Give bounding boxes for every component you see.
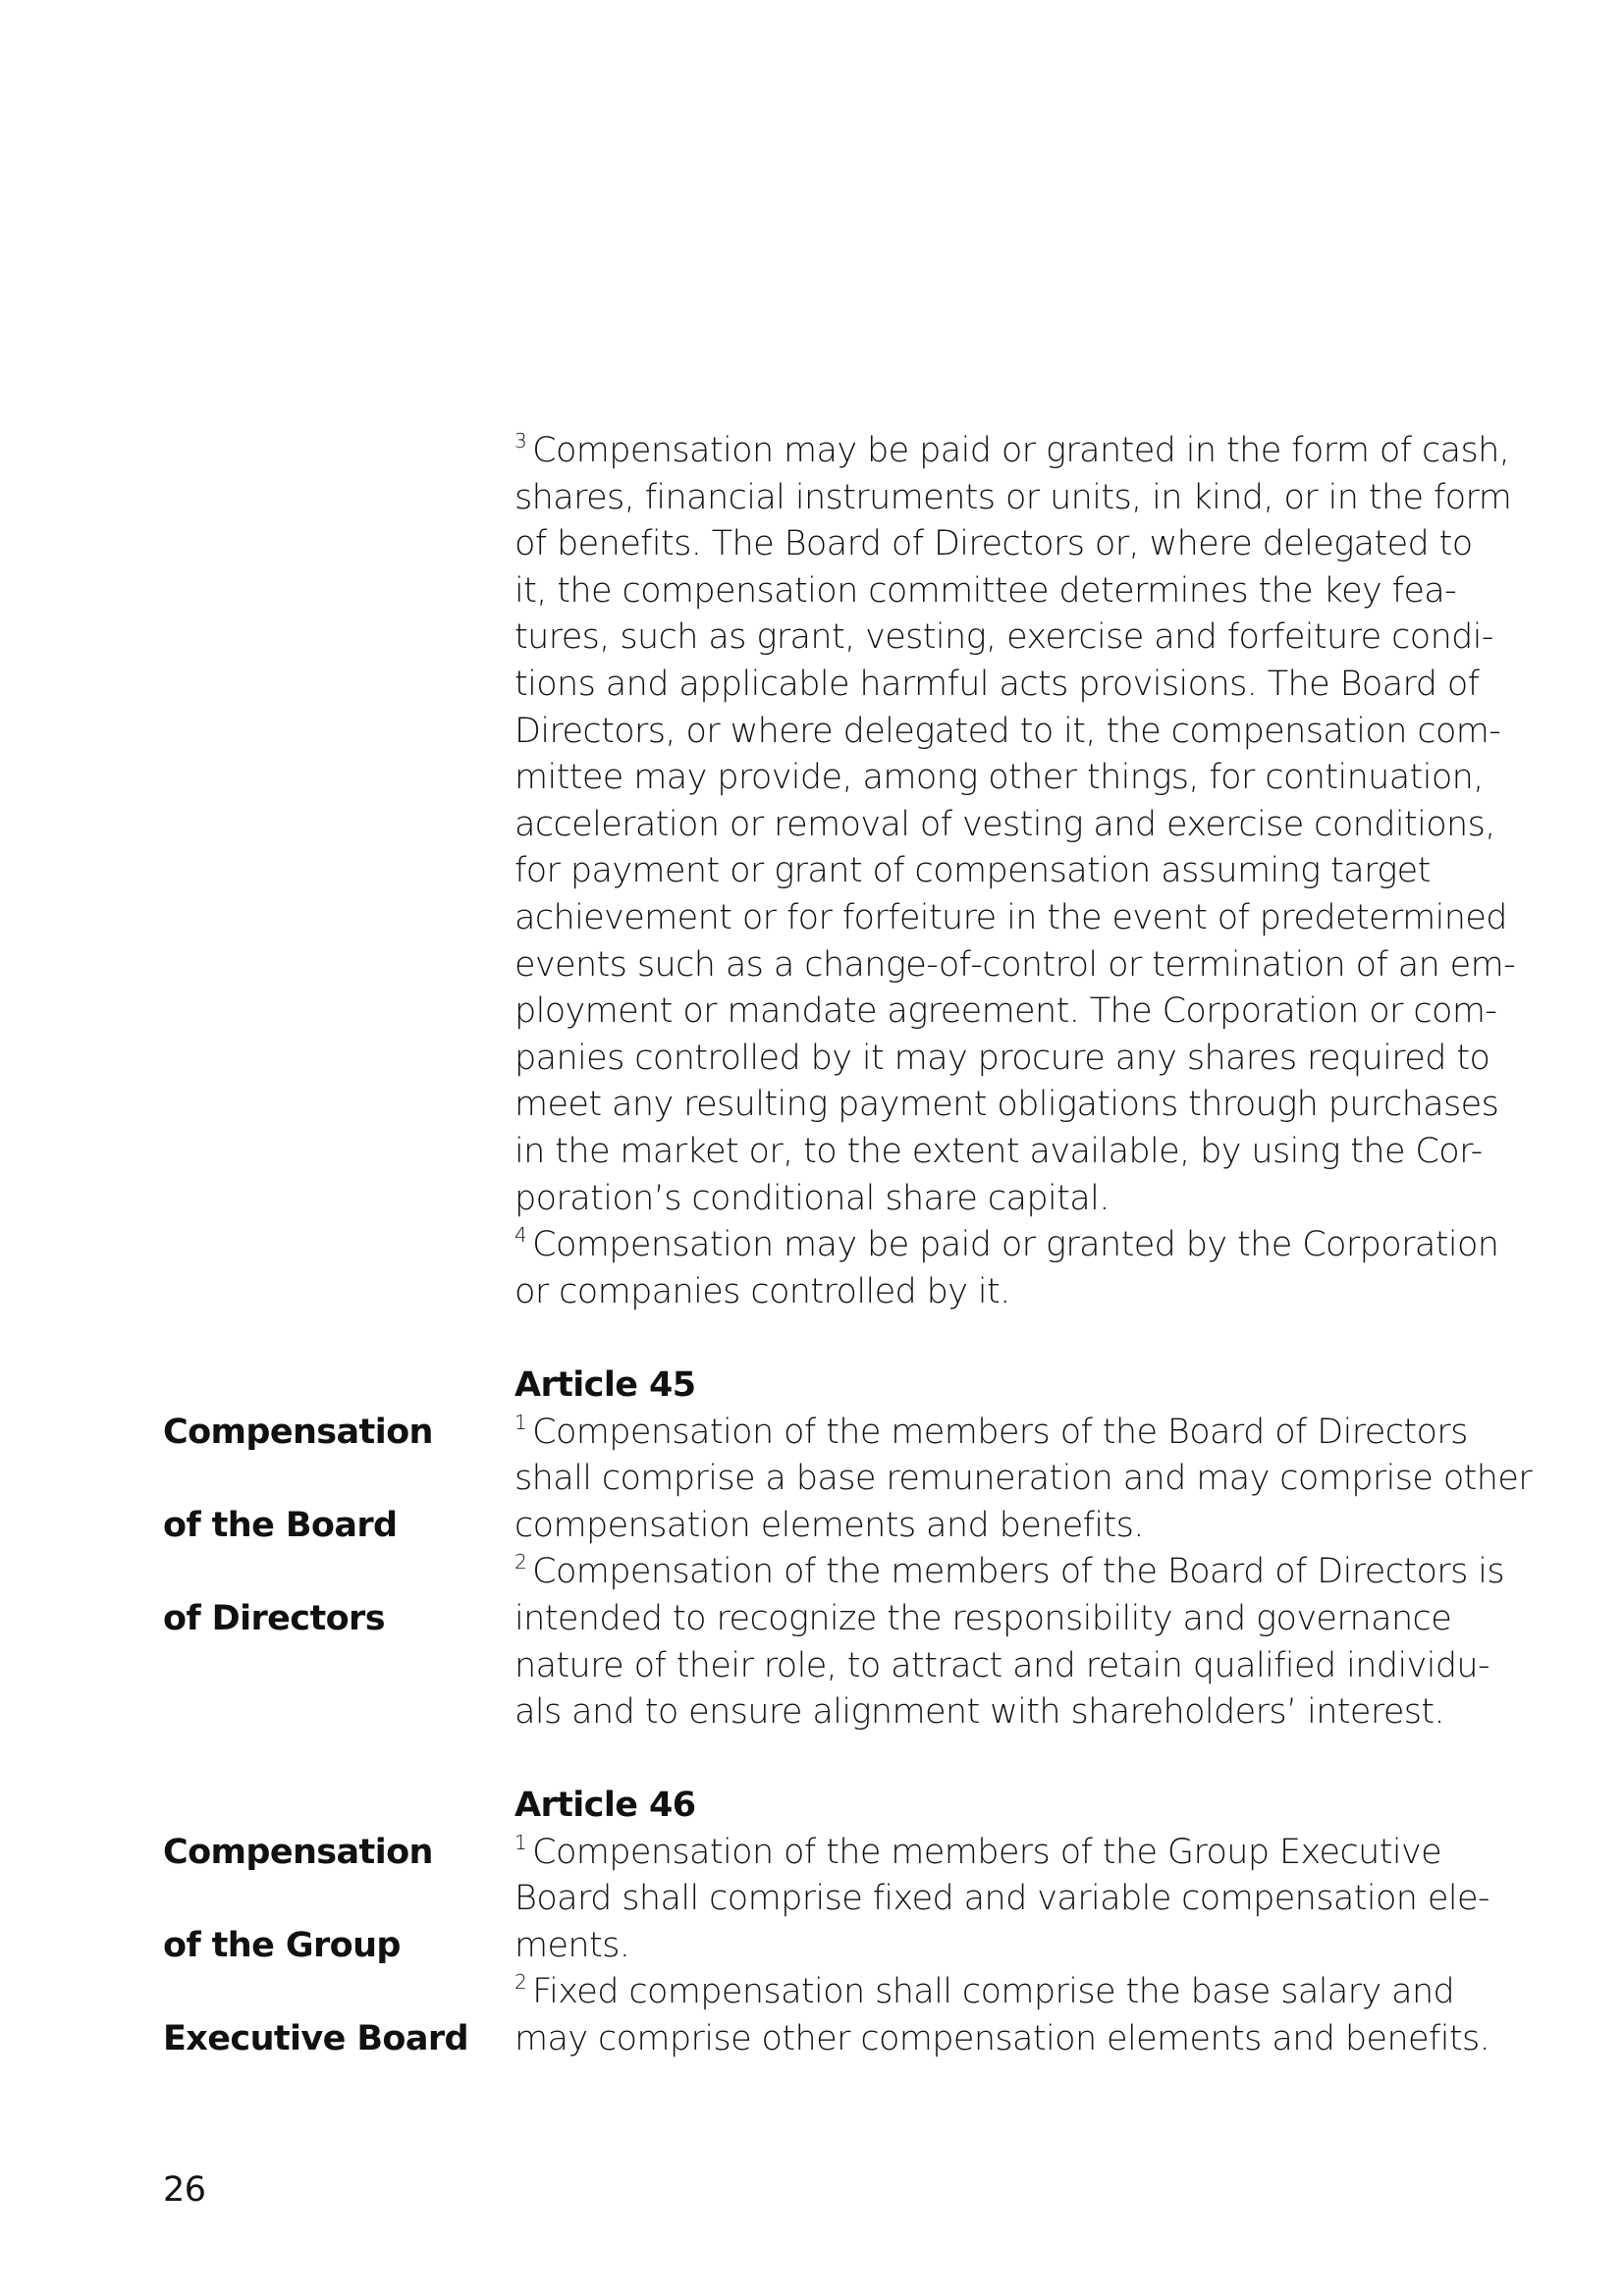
- article-45-para-1-line-1: $^1$ Compensation of the members of the Board of Directors: [514, 1410, 1468, 1452]
- paragraph-3-line: it, the compensation committee determines the key fea-: [514, 570, 1457, 611]
- paragraph-3-line: panies controlled by it may procure any shares required to: [514, 1038, 1490, 1078]
- side-title-line: of Directors: [163, 1599, 385, 1639]
- article-46-para-2-line-1: $^2$ Fixed compensation shall comprise the base salary and: [514, 1970, 1455, 2012]
- article-45-para-2-line: als and to ensure alignment with shareholders’ interest.: [514, 1692, 1445, 1733]
- side-title-line: Compensation: [163, 1413, 433, 1452]
- paragraph-3-line: in the market or, to the extent available, by using the Cor-: [514, 1131, 1483, 1171]
- paragraph-4-line: or companies controlled by it.: [514, 1271, 1010, 1311]
- side-title-line: Executive Board: [163, 2019, 469, 2059]
- paragraph-3-line: of benefits. The Board of Directors or, where delegated to: [514, 524, 1473, 564]
- side-title-line: of the Group: [163, 1926, 401, 1966]
- page-number: 26: [163, 2170, 206, 2210]
- paragraph-marker: 2: [514, 1970, 527, 1995]
- paragraph-3-line: Directors, or where delegated to it, the compensation com-: [514, 711, 1501, 751]
- paragraph-marker: 1: [514, 1410, 527, 1434]
- continuation-block: [514, 428, 1516, 1315]
- article-45: [514, 1362, 1533, 1736]
- paragraph-3-line: shares, financial instruments or units, in kind, or in the form: [514, 477, 1512, 517]
- paragraph-marker: 1: [514, 1830, 527, 1854]
- paragraph-3-line: ployment or mandate agreement. The Corporation or com-: [514, 991, 1497, 1032]
- side-title-line: Compensation: [163, 1833, 433, 1872]
- side-title-line: of the Board: [163, 1506, 398, 1546]
- article-45-para-2-line: intended to recognize the responsibility and governance: [514, 1598, 1452, 1638]
- paragraph-4-line-1: $^4$ Compensation may be paid or granted by the Corporation: [514, 1223, 1499, 1265]
- paragraph-3-line: for payment or grant of compensation assuming target: [514, 851, 1431, 891]
- article-heading: Article 45: [514, 1365, 696, 1405]
- article-46-para-1-line: Board shall comprise fixed and variable compensation ele-: [514, 1879, 1489, 1919]
- article-46-para-1-line: ments.: [514, 1925, 630, 1965]
- article-45-para-1-line: compensation elements and benefits.: [514, 1505, 1144, 1545]
- article-45-para-2-line: nature of their role, to attract and retain qualified individu-: [514, 1645, 1490, 1685]
- article-46: [514, 1783, 1506, 2063]
- article-46-para-2-line: may comprise other compensation elements and benefits.: [514, 2018, 1490, 2058]
- paragraph-marker: 3: [514, 429, 527, 453]
- paragraph-3-line: mittee may provide, among other things, for continuation,: [514, 758, 1484, 798]
- paragraph-3-line: achievement or for forfeiture in the event of predetermined: [514, 897, 1507, 937]
- paragraph-3-line: poration’s conditional share capital.: [514, 1178, 1110, 1218]
- paragraph-3-line: tures, such as grant, vesting, exercise and forfeiture condi-: [514, 617, 1493, 658]
- paragraph-3-line: events such as a change-of-control or termination of an em-: [514, 944, 1516, 985]
- paragraph-3-line: tions and applicable harmful acts provisions. The Board of: [514, 664, 1480, 704]
- article-46-para-1-line-1: $^1$ Compensation of the members of the Group Executive: [514, 1830, 1442, 1872]
- paragraph-marker: 2: [514, 1550, 527, 1575]
- article-46-side-title: [163, 1830, 487, 2063]
- article-45-para-2-line-1: $^2$ Compensation of the members of the Board of Directors is: [514, 1550, 1505, 1592]
- article-heading: Article 46: [514, 1786, 696, 1825]
- article-45-side-title: [163, 1410, 487, 1643]
- paragraph-3-line-1: $^3$ Compensation may be paid or granted in the form of cash,: [514, 429, 1510, 470]
- article-45-para-1-line: shall comprise a base remuneration and may comprise other: [514, 1459, 1533, 1499]
- paragraph-marker: 4: [514, 1223, 527, 1248]
- paragraph-3-line: acceleration or removal of vesting and exercise conditions,: [514, 804, 1495, 844]
- paragraph-3-line: meet any resulting payment obligations through purchases: [514, 1085, 1499, 1125]
